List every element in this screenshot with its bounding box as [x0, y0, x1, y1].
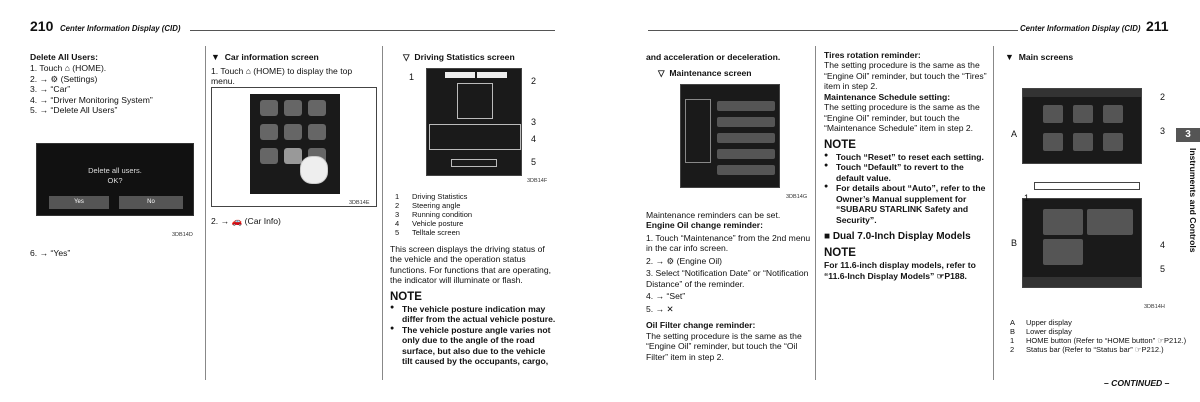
- left-header-rule: [190, 30, 555, 31]
- figure-code: 3DB14G: [786, 194, 808, 200]
- legend-item: A Upper display: [1010, 318, 1072, 327]
- tires-heading: Tires rotation reminder:: [824, 50, 921, 60]
- right-header-rule: [648, 30, 1018, 31]
- dual-display-heading-text: Dual 7.0-Inch Display Models: [832, 231, 971, 243]
- maintenance-item[interactable]: [717, 117, 775, 127]
- callout-number: 1: [409, 72, 415, 82]
- dialog-text-2: OK?: [107, 176, 123, 185]
- upper-display-figure: [1022, 88, 1142, 164]
- step: 5. → “Delete All Users”: [30, 105, 118, 116]
- right-header-title: Center Information Display (CID): [1020, 24, 1141, 33]
- schedule-body: The setting procedure is the same as the “Engine Oil” reminder, but touch the “Maintenance Schedule” item in step 2.: [824, 102, 980, 134]
- tab-button[interactable]: [477, 72, 507, 78]
- vehicle-image: [457, 83, 493, 119]
- menu-icon: [284, 124, 302, 140]
- shortcut-tile[interactable]: [1043, 239, 1083, 265]
- callout-number: 5: [1160, 264, 1166, 274]
- triangle-down-icon: ▼: [1005, 52, 1014, 62]
- column-divider: [205, 46, 206, 380]
- maintenance-item[interactable]: [717, 149, 775, 159]
- continued-label: – CONTINUED –: [1104, 378, 1170, 388]
- left-page-number: 210: [30, 18, 54, 34]
- left-header-title: Center Information Display (CID): [60, 24, 181, 33]
- delete-steps: [30, 63, 200, 115]
- callout-number: 3: [1160, 126, 1166, 136]
- oil-step: 4. → “Set”: [646, 291, 686, 302]
- status-bar: [1023, 89, 1141, 97]
- shortcut-tile[interactable]: [1043, 209, 1083, 235]
- menu-tile[interactable]: [1103, 133, 1123, 151]
- delete-dialog-figure: [36, 143, 194, 216]
- note-heading: NOTE: [824, 247, 856, 260]
- oil-filter-heading: Oil Filter change reminder:: [646, 320, 756, 331]
- legend-item: 1 HOME button (Refer to “HOME button” ☞P212.): [1010, 336, 1187, 345]
- hardware-button-row: [1034, 182, 1140, 190]
- maintenance-intro: Maintenance reminders can be set.: [646, 210, 781, 220]
- car-info-heading: [211, 52, 377, 63]
- callout-number: 3: [531, 117, 537, 127]
- dialog-text-1: Delete all users.: [88, 166, 142, 175]
- oil-step: 1. Touch “Maintenance” from the 2nd menu in the car info screen.: [646, 232, 811, 254]
- note-list: [390, 304, 558, 367]
- dialog-no-button[interactable]: No: [119, 196, 183, 209]
- telltale-panel: [451, 159, 497, 167]
- menu-tile[interactable]: [1073, 105, 1093, 123]
- hand-pointer-icon: [300, 156, 328, 184]
- square-bullet-icon: ■: [824, 231, 831, 243]
- column-5: [824, 50, 990, 281]
- maintenance-item[interactable]: [717, 101, 775, 111]
- menu-icon: [260, 100, 278, 116]
- dialog-yes-button[interactable]: Yes: [49, 196, 109, 209]
- note-item: ● Touch “Default” to revert to the default value.: [824, 162, 990, 183]
- display-letter: B: [1011, 238, 1018, 248]
- tab-button[interactable]: [445, 72, 475, 78]
- note-heading: NOTE: [390, 291, 422, 303]
- note-item: ● The vehicle posture angle varies not only due to the angle of the road surface, but also due to the vehicle tilt caused by the occupants, cargo,: [390, 325, 558, 367]
- chapter-tab-number: 3: [1176, 128, 1200, 142]
- maintenance-heading-text: Maintenance screen: [669, 68, 752, 78]
- triangle-down-icon: ▼: [211, 52, 220, 62]
- callout-number: 4: [1160, 240, 1166, 250]
- figure-code: 3DB14F: [527, 178, 548, 184]
- step: 4. → “Driver Monitoring System”: [30, 94, 153, 105]
- legend-item: 1 Driving Statistics: [395, 192, 468, 201]
- menu-tile[interactable]: [1043, 105, 1063, 123]
- step: 3. → “Car”: [30, 84, 71, 95]
- note-item: ● The vehicle posture indication may differ from the actual vehicle posture.: [390, 304, 558, 325]
- driving-statistics-body: This screen displays the driving status of the vehicle and the operation status functions. For functions that are operating, the indicator will illuminate or flash.: [390, 244, 551, 286]
- delete-all-users-heading: Delete All Users:: [30, 52, 98, 62]
- column-1: [30, 52, 200, 116]
- dual-display-heading: [824, 231, 990, 243]
- legend-item: B Lower display: [1010, 327, 1072, 336]
- maintenance-figure: [680, 84, 780, 188]
- car-info-step-1: 1. Touch ⌂ (HOME) to display the top menu.: [211, 65, 353, 87]
- car-info-heading-text: Car information screen: [224, 52, 319, 62]
- main-screens-heading: [1005, 52, 1073, 63]
- lower-display-figure: [1022, 198, 1142, 288]
- callout-number: 2: [1160, 92, 1166, 102]
- menu-icon: [308, 124, 326, 140]
- driving-statistics-heading-text: Driving Statistics screen: [414, 52, 515, 62]
- menu-icon: [308, 100, 326, 116]
- right-page-number: 211: [1146, 18, 1169, 34]
- chapter-tab-label: Instruments and Controls: [1188, 148, 1198, 253]
- menu-icon: [260, 148, 278, 164]
- triangle-outline-icon: ▽: [658, 68, 665, 78]
- legend-item: 3 Running condition: [395, 210, 473, 219]
- oil-step: 2. → ⚙ (Engine Oil): [646, 255, 723, 266]
- main-screens-legend: [1010, 318, 1186, 354]
- legend-item: 4 Vehicle posture: [395, 219, 464, 228]
- driving-statistics-figure: [426, 68, 522, 176]
- menu-tile[interactable]: [1043, 133, 1063, 151]
- figure-code: 3DB14D: [172, 232, 193, 238]
- maintenance-item[interactable]: [717, 133, 775, 143]
- figure-code: 3DB14H: [1144, 304, 1165, 310]
- note-heading: NOTE: [824, 138, 856, 151]
- menu-tile[interactable]: [1103, 105, 1123, 123]
- maintenance-heading: [658, 68, 752, 78]
- callout-number: 5: [531, 157, 537, 167]
- oil-step: 3. Select “Notification Date” or “Notification Distance” of the reminder.: [646, 268, 809, 289]
- column-divider: [382, 46, 383, 380]
- continued-text: and acceleration or deceleration.: [646, 52, 781, 62]
- maintenance-body: [646, 210, 811, 362]
- car-info-step-2: 2. → 🚗 (Car Info): [211, 216, 281, 226]
- note-item: ● Touch “Reset” to reset each setting.: [824, 152, 990, 162]
- callout-number: 1: [1024, 193, 1030, 203]
- step: 1. Touch ⌂ (HOME).: [30, 63, 107, 74]
- main-screens-heading-text: Main screens: [1018, 52, 1074, 62]
- car-info-icon[interactable]: [284, 148, 302, 164]
- bottom-bar: [1023, 277, 1141, 287]
- legend-item: 2 Status bar (Refer to “Status bar” ☞P212.): [1010, 345, 1164, 354]
- note-body: For 11.6-inch display models, refer to “11.6-Inch Display Models” ☞P188.: [824, 260, 976, 281]
- step-6: 6. → “Yes”: [30, 248, 71, 258]
- step: 2. → ⚙ (Settings): [30, 73, 98, 84]
- callout-number: 4: [531, 134, 537, 144]
- callout-number: 2: [531, 76, 537, 86]
- shortcut-tile[interactable]: [1087, 209, 1133, 235]
- column-divider: [993, 46, 994, 380]
- oil-step: 5. → ✕: [646, 303, 674, 314]
- menu-tile[interactable]: [1073, 133, 1093, 151]
- menu-icon: [260, 124, 278, 140]
- schedule-heading: Maintenance Schedule setting:: [824, 91, 951, 102]
- note-item: ● For details about “Auto”, refer to the Owner’s Manual supplement for “SUBARU STARLINK Safety and Security”.: [824, 183, 990, 225]
- maintenance-item[interactable]: [717, 165, 775, 175]
- column-divider: [815, 46, 816, 380]
- legend-item: 2 Steering angle: [395, 201, 461, 210]
- menu-icon: [284, 100, 302, 116]
- column-2: [211, 52, 377, 87]
- legend-item: 5 Telltale screen: [395, 228, 460, 237]
- driving-statistics-heading: [403, 52, 515, 62]
- display-letter: A: [1011, 129, 1018, 139]
- engine-oil-heading: Engine Oil change reminder:: [646, 220, 763, 231]
- driving-statistics-legend: [395, 192, 472, 237]
- triangle-outline-icon: ▽: [403, 52, 410, 62]
- figure-code: 3DB14E: [349, 200, 370, 206]
- running-condition-panel: [429, 124, 521, 150]
- oil-filter-body: The setting procedure is the same as the “Engine Oil” reminder, but touch the “Oil Filter” item in step 2.: [646, 330, 802, 362]
- vehicle-side-image: [685, 99, 711, 163]
- car-info-figure: [211, 87, 377, 207]
- tires-body: The setting procedure is the same as the “Engine Oil” reminder, but touch the “Tires” item in step 2.: [824, 60, 987, 92]
